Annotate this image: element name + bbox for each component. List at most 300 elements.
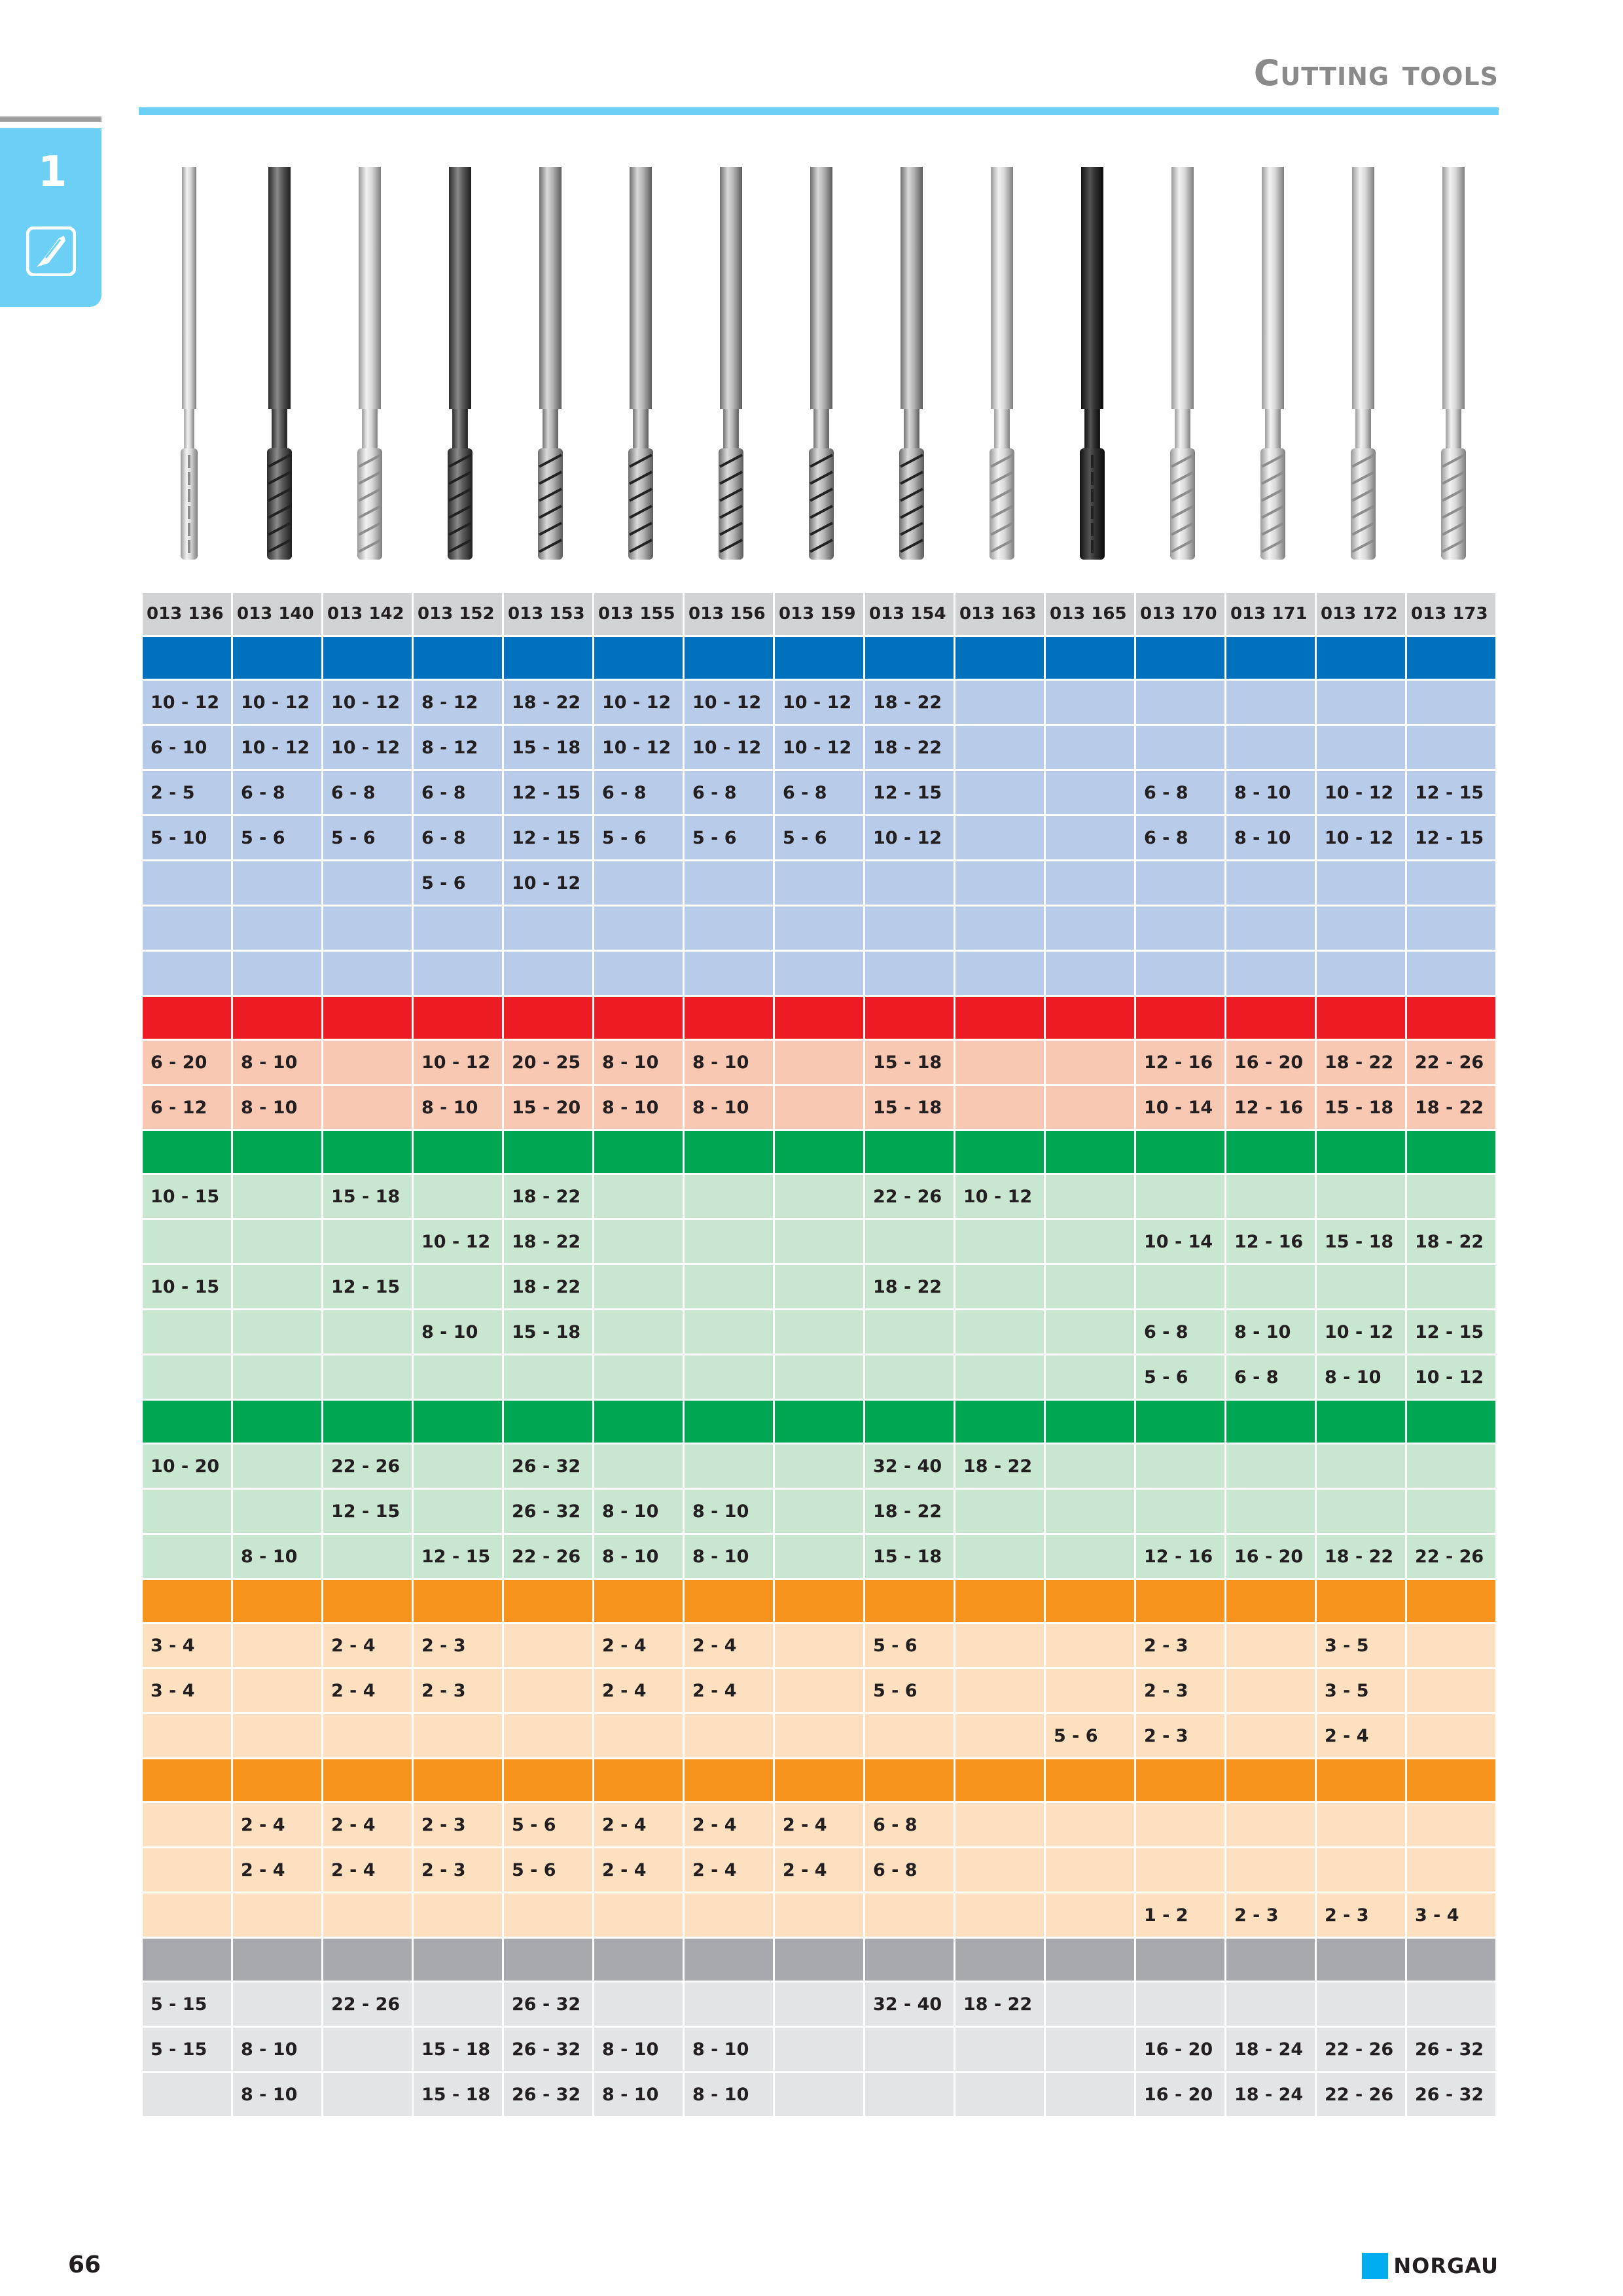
table-cell bbox=[1406, 861, 1497, 906]
table-cell: 8 - 10 bbox=[684, 1489, 774, 1534]
table-cell bbox=[774, 1310, 865, 1355]
table-cell: 18 - 22 bbox=[865, 1265, 955, 1310]
table-cell: 18 - 24 bbox=[1226, 2072, 1316, 2117]
band-cell bbox=[865, 1130, 955, 1174]
table-cell bbox=[1135, 1848, 1226, 1893]
table-cell bbox=[1316, 1803, 1406, 1848]
table-cell bbox=[865, 1310, 955, 1355]
table-cell: 10 - 14 bbox=[1135, 1219, 1226, 1265]
table-cell bbox=[1135, 951, 1226, 996]
code-header-cell: 013 173 bbox=[1406, 592, 1497, 636]
table-cell: 2 - 3 bbox=[1135, 1668, 1226, 1713]
band-cell bbox=[774, 1759, 865, 1803]
section-band-green bbox=[142, 1400, 1497, 1444]
table-cell: 5 - 6 bbox=[232, 816, 323, 861]
band-cell bbox=[1135, 1759, 1226, 1803]
table-cell: 5 - 6 bbox=[1045, 1713, 1135, 1759]
table-cell: 8 - 10 bbox=[232, 2027, 323, 2072]
table-cell bbox=[594, 861, 684, 906]
tap-tool-image bbox=[628, 167, 653, 560]
table-cell bbox=[684, 1713, 774, 1759]
table-cell: 6 - 8 bbox=[1226, 1355, 1316, 1400]
table-cell: 8 - 10 bbox=[684, 2072, 774, 2117]
table-cell bbox=[1135, 1803, 1226, 1848]
table-cell bbox=[232, 1489, 323, 1534]
table-cell bbox=[1045, 1355, 1135, 1400]
table-cell: 8 - 10 bbox=[684, 1534, 774, 1579]
table-cell bbox=[1406, 1174, 1497, 1219]
table-cell: 10 - 12 bbox=[865, 816, 955, 861]
table-cell bbox=[1406, 1623, 1497, 1668]
table-cell: 15 - 18 bbox=[503, 1310, 594, 1355]
band-cell bbox=[142, 996, 232, 1040]
band-cell bbox=[142, 1400, 232, 1444]
table-row bbox=[142, 1668, 1497, 1713]
band-cell bbox=[774, 1130, 865, 1174]
table-cell bbox=[323, 861, 413, 906]
table-cell: 22 - 26 bbox=[1406, 1040, 1497, 1085]
table-cell bbox=[1045, 1803, 1135, 1848]
table-cell bbox=[955, 2072, 1045, 2117]
table-cell: 5 - 6 bbox=[413, 861, 503, 906]
table-cell: 3 - 4 bbox=[1406, 1893, 1497, 1938]
table-cell bbox=[142, 1893, 232, 1938]
band-cell bbox=[1406, 1130, 1497, 1174]
band-cell bbox=[413, 996, 503, 1040]
band-cell bbox=[594, 1759, 684, 1803]
table-cell: 5 - 6 bbox=[1135, 1355, 1226, 1400]
band-cell bbox=[142, 1130, 232, 1174]
table-cell: 5 - 6 bbox=[594, 816, 684, 861]
table-cell: 2 - 4 bbox=[774, 1803, 865, 1848]
table-cell bbox=[1406, 1265, 1497, 1310]
table-cell: 22 - 26 bbox=[1406, 1534, 1497, 1579]
table-cell: 6 - 12 bbox=[142, 1085, 232, 1130]
band-cell bbox=[1316, 1579, 1406, 1623]
table-cell bbox=[865, 1219, 955, 1265]
table-cell bbox=[955, 906, 1045, 951]
table-cell bbox=[955, 1534, 1045, 1579]
table-cell: 5 - 15 bbox=[142, 1982, 232, 2027]
table-cell bbox=[1226, 906, 1316, 951]
table-cell bbox=[1045, 1265, 1135, 1310]
table-cell: 18 - 22 bbox=[1316, 1040, 1406, 1085]
table-cell bbox=[774, 1085, 865, 1130]
band-cell bbox=[865, 1579, 955, 1623]
table-cell: 10 - 15 bbox=[142, 1174, 232, 1219]
table-cell bbox=[684, 1219, 774, 1265]
side-tab-divider bbox=[0, 117, 101, 122]
section-band-blue bbox=[142, 636, 1497, 680]
table-cell bbox=[1406, 1713, 1497, 1759]
table-cell bbox=[1135, 680, 1226, 725]
table-cell bbox=[1135, 1444, 1226, 1489]
table-cell bbox=[1406, 906, 1497, 951]
band-cell bbox=[323, 1130, 413, 1174]
table-cell: 8 - 10 bbox=[413, 1085, 503, 1130]
table-cell: 15 - 18 bbox=[323, 1174, 413, 1219]
table-cell: 12 - 16 bbox=[1226, 1085, 1316, 1130]
band-cell bbox=[1316, 1400, 1406, 1444]
table-cell: 6 - 8 bbox=[413, 816, 503, 861]
table-row bbox=[142, 725, 1497, 770]
band-cell bbox=[684, 1130, 774, 1174]
band-cell bbox=[232, 1759, 323, 1803]
table-cell bbox=[865, 861, 955, 906]
table-cell bbox=[594, 906, 684, 951]
tap-tool-image bbox=[448, 167, 473, 560]
table-cell bbox=[232, 1219, 323, 1265]
tap-tool-image bbox=[719, 167, 743, 560]
band-cell bbox=[323, 1759, 413, 1803]
table-cell bbox=[1045, 1668, 1135, 1713]
section-band-green bbox=[142, 1130, 1497, 1174]
table-row bbox=[142, 816, 1497, 861]
table-cell: 10 - 12 bbox=[955, 1174, 1045, 1219]
table-cell: 6 - 20 bbox=[142, 1040, 232, 1085]
table-row bbox=[142, 1085, 1497, 1130]
application-table bbox=[141, 591, 1497, 2118]
table-cell bbox=[232, 1355, 323, 1400]
table-cell bbox=[503, 906, 594, 951]
band-cell bbox=[142, 636, 232, 680]
code-header-cell: 013 165 bbox=[1045, 592, 1135, 636]
band-cell bbox=[774, 996, 865, 1040]
table-cell bbox=[1045, 1219, 1135, 1265]
table-cell: 18 - 22 bbox=[865, 725, 955, 770]
table-cell: 8 - 10 bbox=[684, 2027, 774, 2072]
table-cell: 3 - 5 bbox=[1316, 1623, 1406, 1668]
table-cell: 8 - 10 bbox=[232, 1534, 323, 1579]
band-cell bbox=[1316, 996, 1406, 1040]
code-header-cell: 013 155 bbox=[594, 592, 684, 636]
table-cell bbox=[323, 2027, 413, 2072]
table-cell: 2 - 3 bbox=[1316, 1893, 1406, 1938]
table-cell bbox=[1226, 1265, 1316, 1310]
table-cell bbox=[1045, 906, 1135, 951]
table-cell bbox=[774, 1265, 865, 1310]
table-cell: 2 - 4 bbox=[323, 1803, 413, 1848]
table-cell bbox=[323, 951, 413, 996]
table-cell bbox=[413, 1489, 503, 1534]
table-cell: 12 - 15 bbox=[323, 1489, 413, 1534]
table-cell bbox=[774, 1219, 865, 1265]
table-cell bbox=[774, 951, 865, 996]
table-cell bbox=[413, 1265, 503, 1310]
table-cell bbox=[955, 816, 1045, 861]
table-cell: 6 - 8 bbox=[865, 1848, 955, 1893]
table-cell bbox=[1226, 861, 1316, 906]
table-row bbox=[142, 1219, 1497, 1265]
band-cell bbox=[413, 1130, 503, 1174]
table-cell bbox=[1226, 1489, 1316, 1534]
table-cell bbox=[1406, 1848, 1497, 1893]
table-cell bbox=[955, 770, 1045, 816]
table-cell bbox=[1406, 1444, 1497, 1489]
table-cell bbox=[323, 906, 413, 951]
table-cell: 12 - 15 bbox=[413, 1534, 503, 1579]
table-cell: 1 - 2 bbox=[1135, 1893, 1226, 1938]
table-cell: 10 - 12 bbox=[232, 680, 323, 725]
table-cell bbox=[1045, 1444, 1135, 1489]
table-cell: 2 - 4 bbox=[594, 1803, 684, 1848]
band-cell bbox=[1135, 1938, 1226, 1982]
code-header-cell: 013 172 bbox=[1316, 592, 1406, 636]
band-cell bbox=[684, 1759, 774, 1803]
table-cell bbox=[142, 2072, 232, 2117]
table-cell: 5 - 6 bbox=[774, 816, 865, 861]
table-cell bbox=[774, 1623, 865, 1668]
table-cell bbox=[594, 1310, 684, 1355]
table-cell bbox=[232, 1668, 323, 1713]
band-cell bbox=[323, 1938, 413, 1982]
table-row bbox=[142, 1310, 1497, 1355]
table-cell: 18 - 24 bbox=[1226, 2027, 1316, 2072]
table-cell bbox=[684, 861, 774, 906]
table-cell bbox=[142, 1534, 232, 1579]
table-cell: 10 - 12 bbox=[323, 680, 413, 725]
table-cell bbox=[684, 906, 774, 951]
table-cell bbox=[1045, 1848, 1135, 1893]
table-cell: 10 - 12 bbox=[594, 680, 684, 725]
table-cell bbox=[594, 1355, 684, 1400]
band-cell bbox=[1316, 1938, 1406, 1982]
table-cell: 18 - 22 bbox=[503, 680, 594, 725]
header-divider bbox=[139, 107, 1499, 115]
band-cell bbox=[1406, 1579, 1497, 1623]
table-row bbox=[142, 1489, 1497, 1534]
band-cell bbox=[955, 996, 1045, 1040]
band-cell bbox=[684, 1400, 774, 1444]
tap-tool-image bbox=[809, 167, 834, 560]
table-cell bbox=[1045, 680, 1135, 725]
band-cell bbox=[503, 1579, 594, 1623]
band-cell bbox=[865, 996, 955, 1040]
table-cell bbox=[1045, 816, 1135, 861]
table-cell bbox=[142, 1310, 232, 1355]
band-cell bbox=[142, 1579, 232, 1623]
table-cell: 26 - 32 bbox=[503, 1444, 594, 1489]
table-cell: 5 - 6 bbox=[503, 1848, 594, 1893]
table-cell bbox=[594, 1893, 684, 1938]
table-row bbox=[142, 1265, 1497, 1310]
table-cell bbox=[955, 1310, 1045, 1355]
section-band-gray bbox=[142, 1938, 1497, 1982]
table-cell: 16 - 20 bbox=[1226, 1040, 1316, 1085]
table-cell: 18 - 22 bbox=[503, 1174, 594, 1219]
code-header-cell: 013 171 bbox=[1226, 592, 1316, 636]
code-header-cell: 013 159 bbox=[774, 592, 865, 636]
band-cell bbox=[955, 1759, 1045, 1803]
chapter-tab[interactable] bbox=[0, 128, 101, 307]
table-cell: 10 - 12 bbox=[1406, 1355, 1497, 1400]
band-cell bbox=[865, 1938, 955, 1982]
table-cell: 2 - 3 bbox=[1135, 1713, 1226, 1759]
brand-square-icon bbox=[1362, 2253, 1388, 2279]
table-cell: 18 - 22 bbox=[1316, 1534, 1406, 1579]
band-cell bbox=[1226, 1938, 1316, 1982]
table-cell bbox=[594, 1713, 684, 1759]
table-cell bbox=[684, 1893, 774, 1938]
table-cell bbox=[955, 951, 1045, 996]
band-cell bbox=[774, 636, 865, 680]
table-row bbox=[142, 2027, 1497, 2072]
tools-image-strip bbox=[141, 167, 1495, 566]
table-cell bbox=[232, 1444, 323, 1489]
table-cell: 8 - 10 bbox=[1316, 1355, 1406, 1400]
table-cell bbox=[503, 1668, 594, 1713]
table-row bbox=[142, 1982, 1497, 2027]
table-cell bbox=[955, 725, 1045, 770]
table-cell: 2 - 3 bbox=[1135, 1623, 1226, 1668]
table-cell: 2 - 4 bbox=[323, 1668, 413, 1713]
table-cell bbox=[232, 1713, 323, 1759]
table-cell: 18 - 22 bbox=[865, 1489, 955, 1534]
table-cell: 2 - 4 bbox=[1316, 1713, 1406, 1759]
table-cell bbox=[323, 1713, 413, 1759]
table-cell bbox=[684, 1174, 774, 1219]
table-cell bbox=[413, 906, 503, 951]
table-cell bbox=[323, 1219, 413, 1265]
table-cell: 10 - 12 bbox=[142, 680, 232, 725]
table-cell bbox=[774, 1534, 865, 1579]
table-cell: 2 - 4 bbox=[684, 1623, 774, 1668]
table-cell bbox=[1316, 725, 1406, 770]
table-cell bbox=[413, 1174, 503, 1219]
table-row bbox=[142, 1534, 1497, 1579]
table-cell bbox=[1045, 1534, 1135, 1579]
table-cell: 10 - 12 bbox=[413, 1040, 503, 1085]
band-cell bbox=[774, 1938, 865, 1982]
table-cell bbox=[594, 1219, 684, 1265]
table-cell: 12 - 15 bbox=[323, 1265, 413, 1310]
table-cell: 8 - 10 bbox=[232, 1085, 323, 1130]
table-cell bbox=[774, 1174, 865, 1219]
table-cell bbox=[955, 680, 1045, 725]
table-cell bbox=[1316, 1174, 1406, 1219]
table-cell bbox=[594, 1982, 684, 2027]
table-cell bbox=[955, 1489, 1045, 1534]
band-cell bbox=[413, 1400, 503, 1444]
table-cell bbox=[142, 1848, 232, 1893]
band-cell bbox=[684, 1938, 774, 1982]
table-cell: 6 - 8 bbox=[1135, 1310, 1226, 1355]
table-cell: 8 - 10 bbox=[232, 2072, 323, 2117]
table-cell: 8 - 10 bbox=[1226, 770, 1316, 816]
code-header-cell: 013 136 bbox=[142, 592, 232, 636]
table-cell: 6 - 10 bbox=[142, 725, 232, 770]
table-cell: 5 - 15 bbox=[142, 2027, 232, 2072]
table-cell bbox=[1045, 951, 1135, 996]
code-header-cell: 013 142 bbox=[323, 592, 413, 636]
table-cell bbox=[955, 1040, 1045, 1085]
table-cell bbox=[142, 1713, 232, 1759]
table-cell: 22 - 26 bbox=[323, 1444, 413, 1489]
table-cell: 10 - 12 bbox=[413, 1219, 503, 1265]
table-cell: 2 - 4 bbox=[684, 1848, 774, 1893]
table-cell bbox=[1226, 1803, 1316, 1848]
table-cell: 12 - 15 bbox=[1406, 1310, 1497, 1355]
band-cell bbox=[142, 1759, 232, 1803]
band-cell bbox=[594, 636, 684, 680]
table-cell: 12 - 16 bbox=[1135, 1534, 1226, 1579]
table-cell: 5 - 6 bbox=[865, 1668, 955, 1713]
table-cell bbox=[232, 1265, 323, 1310]
table-cell bbox=[232, 951, 323, 996]
brand-name: NORGAU bbox=[1393, 2253, 1499, 2278]
table-cell: 3 - 5 bbox=[1316, 1668, 1406, 1713]
table-cell: 2 - 4 bbox=[774, 1848, 865, 1893]
band-cell bbox=[232, 1400, 323, 1444]
code-header-cell: 013 140 bbox=[232, 592, 323, 636]
band-cell bbox=[1135, 996, 1226, 1040]
table-cell: 12 - 16 bbox=[1135, 1040, 1226, 1085]
table-cell: 10 - 20 bbox=[142, 1444, 232, 1489]
band-cell bbox=[1045, 1759, 1135, 1803]
table-row bbox=[142, 1848, 1497, 1893]
table-cell: 3 - 4 bbox=[142, 1623, 232, 1668]
table-cell bbox=[684, 1265, 774, 1310]
table-cell bbox=[1226, 1848, 1316, 1893]
band-cell bbox=[1406, 1759, 1497, 1803]
table-cell bbox=[774, 906, 865, 951]
table-cell: 8 - 10 bbox=[232, 1040, 323, 1085]
table-cell bbox=[1045, 1085, 1135, 1130]
table-cell: 2 - 5 bbox=[142, 770, 232, 816]
table-cell: 5 - 6 bbox=[865, 1623, 955, 1668]
table-cell: 2 - 3 bbox=[1226, 1893, 1316, 1938]
table-cell bbox=[323, 2072, 413, 2117]
band-cell bbox=[1226, 1400, 1316, 1444]
table-cell bbox=[594, 1174, 684, 1219]
table-cell bbox=[955, 1265, 1045, 1310]
table-cell: 2 - 4 bbox=[594, 1668, 684, 1713]
band-cell bbox=[413, 1579, 503, 1623]
tap-tool-image bbox=[267, 167, 292, 560]
table-cell: 12 - 15 bbox=[1406, 816, 1497, 861]
table-cell bbox=[503, 951, 594, 996]
table-cell: 22 - 26 bbox=[1316, 2072, 1406, 2117]
table-cell bbox=[865, 1713, 955, 1759]
table-cell bbox=[1045, 1174, 1135, 1219]
band-cell bbox=[323, 1579, 413, 1623]
band-cell bbox=[503, 636, 594, 680]
table-cell bbox=[774, 1713, 865, 1759]
table-cell bbox=[1045, 2027, 1135, 2072]
table-cell: 26 - 32 bbox=[1406, 2072, 1497, 2117]
table-cell: 8 - 10 bbox=[594, 1085, 684, 1130]
table-cell: 10 - 12 bbox=[1316, 1310, 1406, 1355]
table-row bbox=[142, 861, 1497, 906]
table-cell bbox=[1316, 1265, 1406, 1310]
table-cell bbox=[865, 1893, 955, 1938]
table-cell bbox=[323, 1085, 413, 1130]
tap-tool-image bbox=[538, 167, 563, 560]
table-cell: 6 - 8 bbox=[684, 770, 774, 816]
table-cell: 22 - 26 bbox=[865, 1174, 955, 1219]
brand-logo bbox=[1362, 2253, 1499, 2279]
band-cell bbox=[774, 1579, 865, 1623]
table-row bbox=[142, 1893, 1497, 1938]
tap-tool-image bbox=[990, 167, 1014, 560]
table-cell: 2 - 4 bbox=[594, 1848, 684, 1893]
table-cell: 6 - 8 bbox=[865, 1803, 955, 1848]
table-cell bbox=[323, 1040, 413, 1085]
table-cell bbox=[774, 1982, 865, 2027]
table-cell bbox=[503, 1893, 594, 1938]
band-cell bbox=[1045, 1400, 1135, 1444]
table-row bbox=[142, 1174, 1497, 1219]
